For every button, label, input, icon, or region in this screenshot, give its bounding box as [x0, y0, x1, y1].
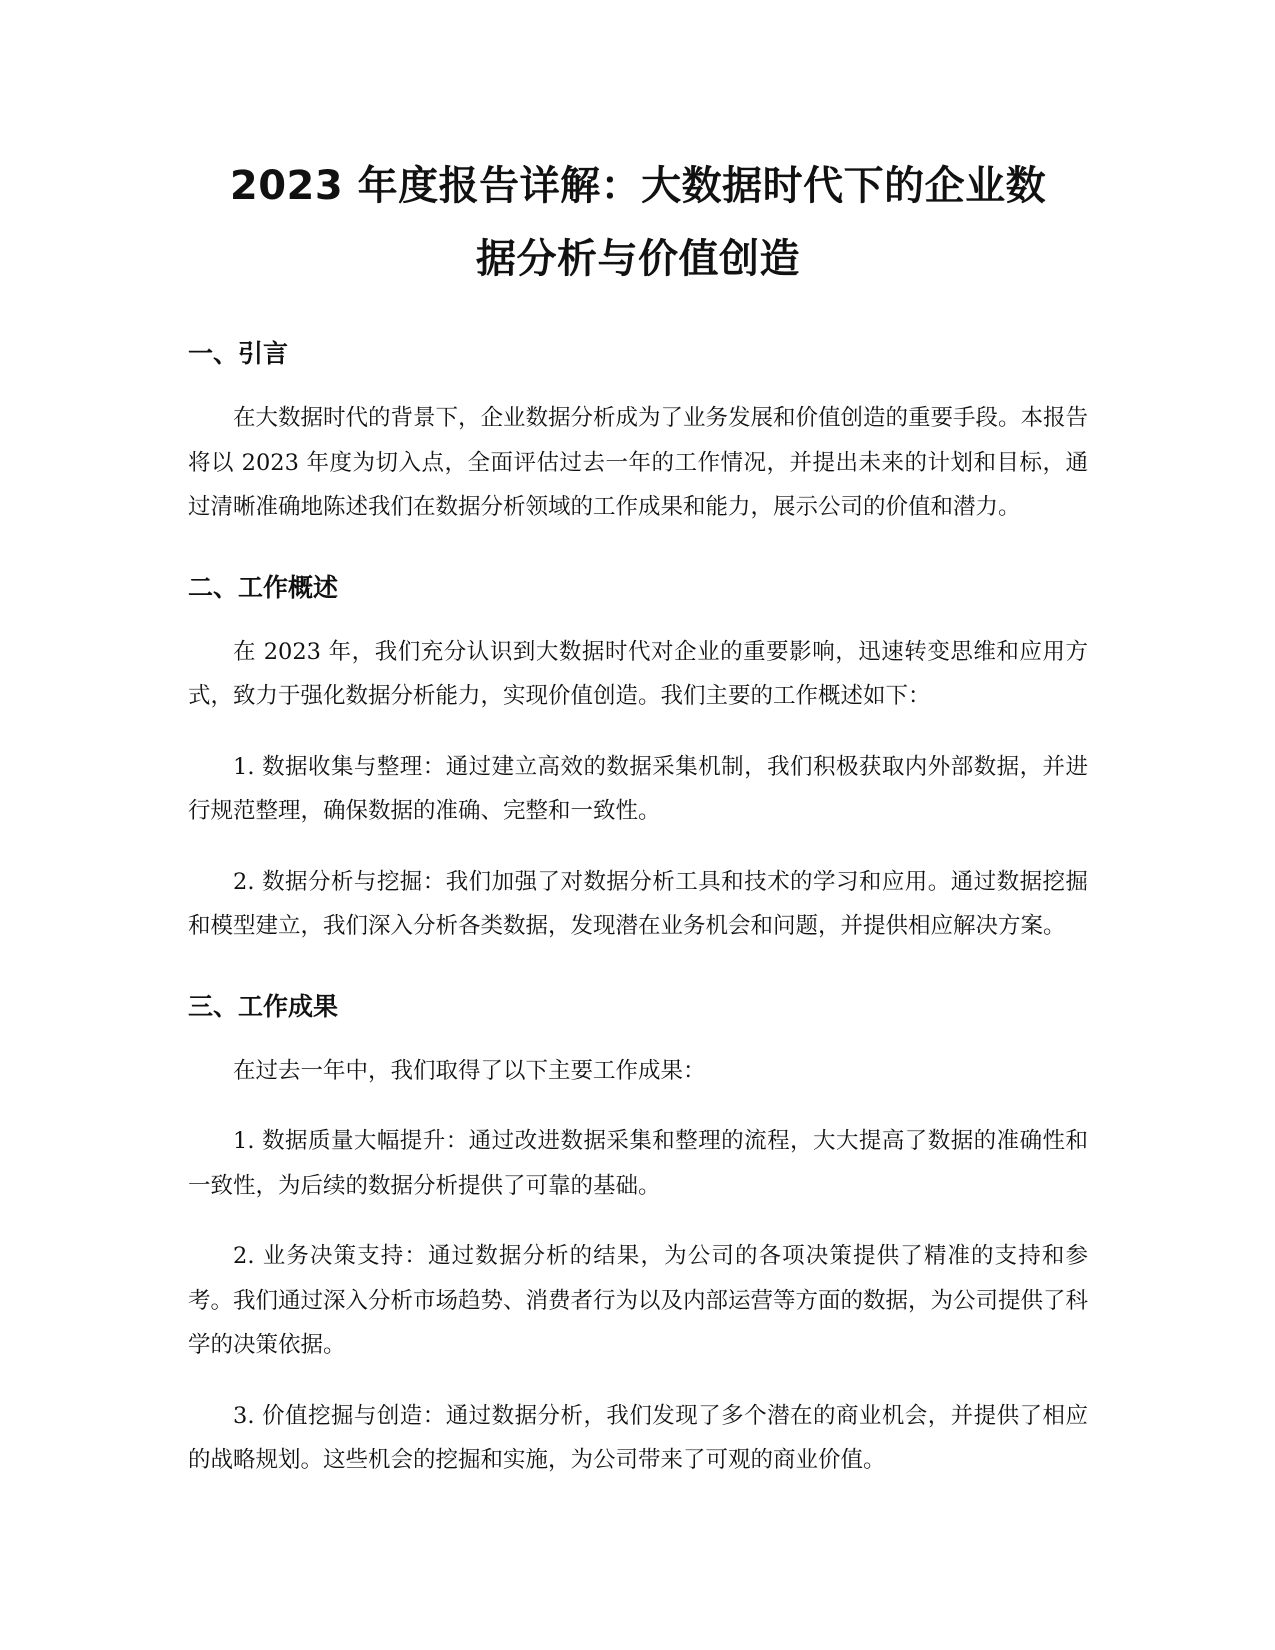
- title-line: 2023 年度报告详解：大数据时代下的企业数: [229, 163, 1047, 209]
- title-line: 据分析与价值创造: [476, 236, 800, 282]
- document-body: [188, 150, 1088, 1483]
- list-item-paragraph: 3. 价值挖掘与创造：通过数据分析，我们发现了多个潜在的商业机会，并提供了相应的战略规划。这些机会的挖掘和实施，为公司带来了可观的商业价值。: [188, 1402, 1088, 1473]
- list-item-paragraph: 1. 数据收集与整理：通过建立高效的数据采集机制，我们积极获取内外部数据，并进行规范整理，确保数据的准确、完整和一致性。: [188, 753, 1088, 824]
- paragraph: 在 2023 年，我们充分认识到大数据时代对企业的重要影响，迅速转变思维和应用方式，致力于强化数据分析能力，实现价值创造。我们主要的工作概述如下：: [188, 638, 1088, 709]
- section-heading-introduction: 一、引言: [188, 339, 289, 368]
- paragraph: 在大数据时代的背景下，企业数据分析成为了业务发展和价值创造的重要手段。本报告将以 2023 年度为切入点，全面评估过去一年的工作情况，并提出未来的计划和目标，通过清晰准确地陈述我们在数据分析领域的工作成果和能力，展示公司的价值和潜力。: [188, 405, 1089, 520]
- list-item-paragraph: 2. 业务决策支持：通过数据分析的结果，为公司的各项决策提供了精准的支持和参考。我们通过深入分析市场趋势、消费者行为以及内部运营等方面的数据，为公司提供了科学的决策依据。: [188, 1243, 1089, 1358]
- list-item-paragraph: 2. 数据分析与挖掘：我们加强了对数据分析工具和技术的学习和应用。通过数据挖掘和模型建立，我们深入分析各类数据，发现潜在业务机会和问题，并提供相应解决方案。: [188, 868, 1088, 939]
- document-title: [188, 150, 1088, 296]
- section-heading-work-results: 三、工作成果: [188, 991, 339, 1021]
- section-heading-work-overview: 二、工作概述: [188, 572, 339, 602]
- paragraph: 在过去一年中，我们取得了以下主要工作成果：: [233, 1057, 706, 1084]
- list-item-paragraph: 1. 数据质量大幅提升：通过改进数据采集和整理的流程，大大提高了数据的准确性和一致性，为后续的数据分析提供了可靠的基础。: [188, 1128, 1088, 1199]
